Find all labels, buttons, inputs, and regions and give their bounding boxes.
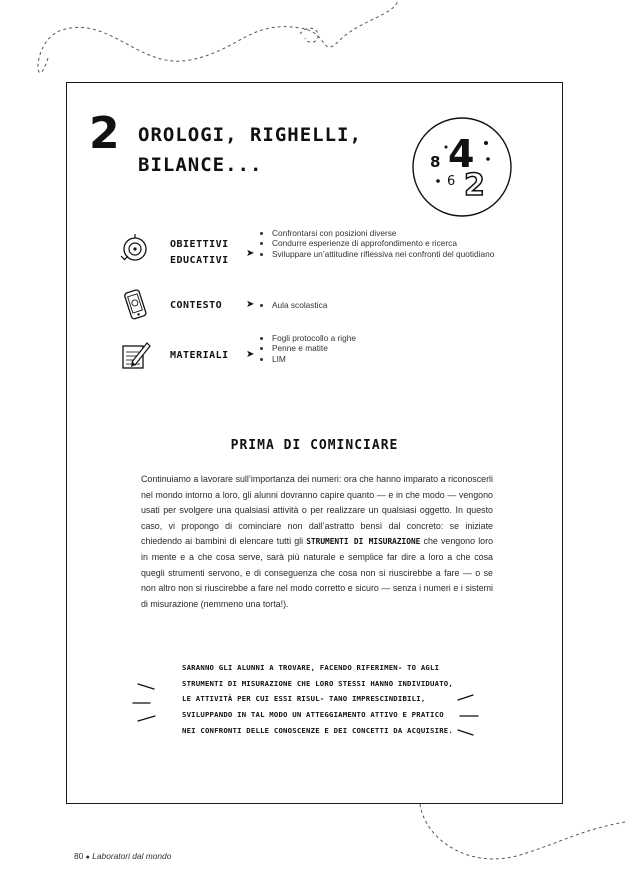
- chapter-title: [138, 120, 398, 180]
- chapter-title-line1: OROLOGI, RIGHELLI,: [138, 124, 362, 146]
- materials-list: [260, 333, 522, 364]
- paragraph-text-end: che vengono loro in mente e a che cosa serve, sarà più naturale e semplice far dire a loro a che cosa quegli strumenti servono, e di conseguenza che cosa non si riuscirebbe a fare — o se non altro non si riuscirebbe a fare nel modo corretto e sicuro — senza i numeri e i sistemi di misurazione (nemmeno una torta!).: [141, 536, 494, 609]
- callout-text: SARANNO GLI ALUNNI A TROVARE, FACENDO RIFERIMEN- TO AGLI STRUMENTI DI MISURAZIONE CHE LORO STESSI HANNO INDIVIDUATO, LE ATTIVITÀ PER CUI ESSI RISUL- TANO IMPRESCINDIBILI, SVILUPPANDO IN TAL MODO UN ATTEGGIAMENTO ATTIVO E PRATICO NEI CONFRONTI DELLE CONOSCENZE E DEI CONCETTI DA ACQUISIRE.: [182, 663, 453, 735]
- footer-separator: ●: [85, 854, 90, 861]
- badge-digit-4: 2: [464, 168, 485, 203]
- arrow-icon: ➤: [246, 349, 255, 360]
- page-footer: [74, 851, 171, 861]
- list-item: • Sviluppare un’attitudine riflessiva nei confronti del quotidiano: [272, 249, 522, 259]
- notebook-pencil-icon: [118, 338, 152, 372]
- label-objectives: OBIETTIVI EDUCATIVI: [170, 239, 229, 266]
- list-item: • LIM: [272, 354, 522, 364]
- body-paragraph: [141, 472, 493, 612]
- label-context: CONTESTO: [170, 300, 223, 311]
- page-number: 80: [74, 851, 84, 861]
- badge-digit-2: 4: [448, 132, 475, 176]
- numbers-badge-icon: [410, 115, 514, 219]
- list-item: • Fogli protocollo a righe: [272, 333, 522, 343]
- paragraph-text-start: Continuiamo a lavorare sull’importanza dei numeri: ora che hanno imparato a riconoscerli nel mondo intorno a loro, gli alunni dovranno capire quanto — e in che modo — vengono usati per svolgere una qualsiasi attività o per realizzare un qualsiasi oggetto. In questo caso, vi propongo di cominciare non dall’astratto bensì dal concreto: se iniziate chiedendo ai bambini di elencare tutti gli: [141, 474, 493, 547]
- list-item: • Penne e matite: [272, 343, 522, 353]
- list-item: • Aula scolastica: [272, 300, 522, 310]
- highlighted-term: STRUMENTI DI MISURAZIONE: [306, 537, 421, 547]
- list-item: • Condurre esperienze di approfondimento e ricerca: [272, 238, 522, 248]
- objectives-list: [260, 228, 522, 259]
- badge-digit-3: 6: [447, 174, 456, 189]
- chapter-title-line2: BILANCE...: [138, 154, 263, 176]
- book-title: Laboratori dal mondo: [92, 851, 172, 861]
- list-item: • Confrontarsi con posizioni diverse: [272, 228, 522, 238]
- target-icon: [118, 232, 152, 266]
- label-materials: MATERIALI: [170, 350, 229, 361]
- section-heading: PRIMA DI COMINCIARE: [230, 438, 399, 453]
- chapter-number: 2: [89, 108, 120, 159]
- arrow-icon: ➤: [246, 299, 255, 310]
- context-list: [260, 300, 522, 310]
- badge-digit-1: 8: [430, 153, 441, 171]
- arrow-icon: ➤: [246, 248, 255, 259]
- smartphone-icon: [118, 288, 152, 322]
